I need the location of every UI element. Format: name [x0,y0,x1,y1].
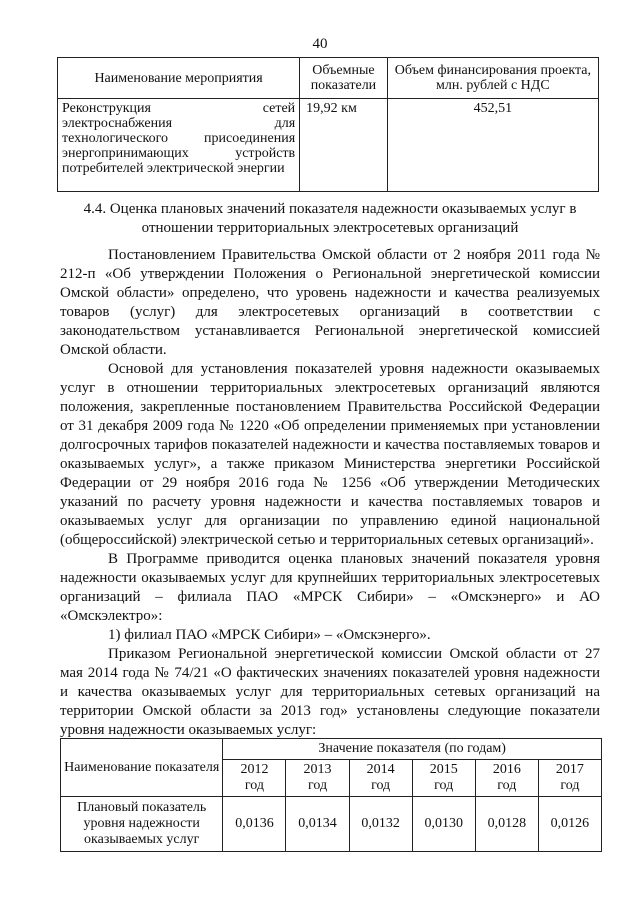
paragraph: Постановлением Правительства Омской области от 2 ноября 2011 года № 212-п «Об утверждении Положения о Региональной энергетической комиссии Омской области» определено, что уровень надежности и качества реализуемых товаров (услуг) для электросетевых организаций в соответствии с законодательством устанавливается Региональной энергетической комиссией Омской области. [60,247,600,358]
year-header: 2017 год [538,760,601,797]
header-indicator-name: Наименование показателя [61,739,223,797]
year-header: 2016 год [475,760,538,797]
table-row [61,797,602,852]
value-cell: 0,0132 [349,797,412,852]
table-row [58,99,599,192]
list-item: 1) филиал ПАО «МРСК Сибири» – «Омскэнерго». [108,627,431,643]
header-measure-name: Наименование мероприятия [58,58,300,99]
header-value-group: Значение показателя (по годам) [223,739,602,760]
value-cell: 0,0136 [223,797,286,852]
paragraph: Основой для установления показателей уровня надежности оказываемых услуг в отношении территориальных электросетевых организаций являются положения, закрепленные постановлением Правительства Российской Федерации от 31 декабря 2009 года № 1220 «Об определении применяемых при установлении долгосрочных тарифов показателей надежности и качества поставляемых товаров и оказываемых услуг», а также приказом Министерства энергетики Российской Федерации от 29 ноября 2016 года № 1256 «Об утверждении Методических указаний по расчету уровня надежности и качества поставляемых товаров и оказываемых услуг для организации по управлению единой национальной (общероссийской) электрической сетью и территориальных сетевых организаций». [60,361,600,548]
paragraph: Приказом Региональной энергетической комиссии Омской области от 27 мая 2014 года № 74/21 «О фактических значениях показателей уровня надежности и качества оказываемых услуг для территориальных сетевых организаций на территории Омской области за 2013 год» установлены следующие показатели уровня надежности оказываемых услуг: [60,646,600,738]
year-header: 2014 год [349,760,412,797]
year-header: 2015 год [412,760,475,797]
financing-table-header-row [58,58,599,99]
value-cell: 0,0126 [538,797,601,852]
measure-name-cell: Реконструкция сетей электроснабжения для технологического присоединения энергопринимающих устройств потребителей электрической энергии [58,99,300,192]
financing-table [57,57,599,192]
year-header: 2013 год [286,760,349,797]
body-text [60,246,600,740]
paragraph: В Программе приводится оценка плановых значений показателя уровня надежности оказываемых услуг для крупнейших территориальных электросетевых организаций – филиала ПАО «МРСК Сибири» – «Омскэнерго» и АО «Омскэлектро»: [60,551,600,624]
value-cell: 0,0130 [412,797,475,852]
value-cell: 0,0128 [475,797,538,852]
header-financing: Объем финансирования проекта, млн. рублей с НДС [387,58,598,99]
year-header: 2012 год [223,760,286,797]
section-heading: 4.4. Оценка плановых значений показателя надежности оказываемых услуг в отношении территориальных электросетевых организаций [83,201,577,236]
volume-cell: 19,92 км [300,99,388,192]
reliability-table [60,738,602,852]
header-volume: Объемные показатели [300,58,388,99]
reliability-table-header-row [61,739,602,760]
page-number: 40 [312,36,328,52]
value-cell: 0,0134 [286,797,349,852]
indicator-name-cell: Плановый показатель уровня надежности оказываемых услуг [61,797,223,852]
financing-cell: 452,51 [387,99,598,192]
